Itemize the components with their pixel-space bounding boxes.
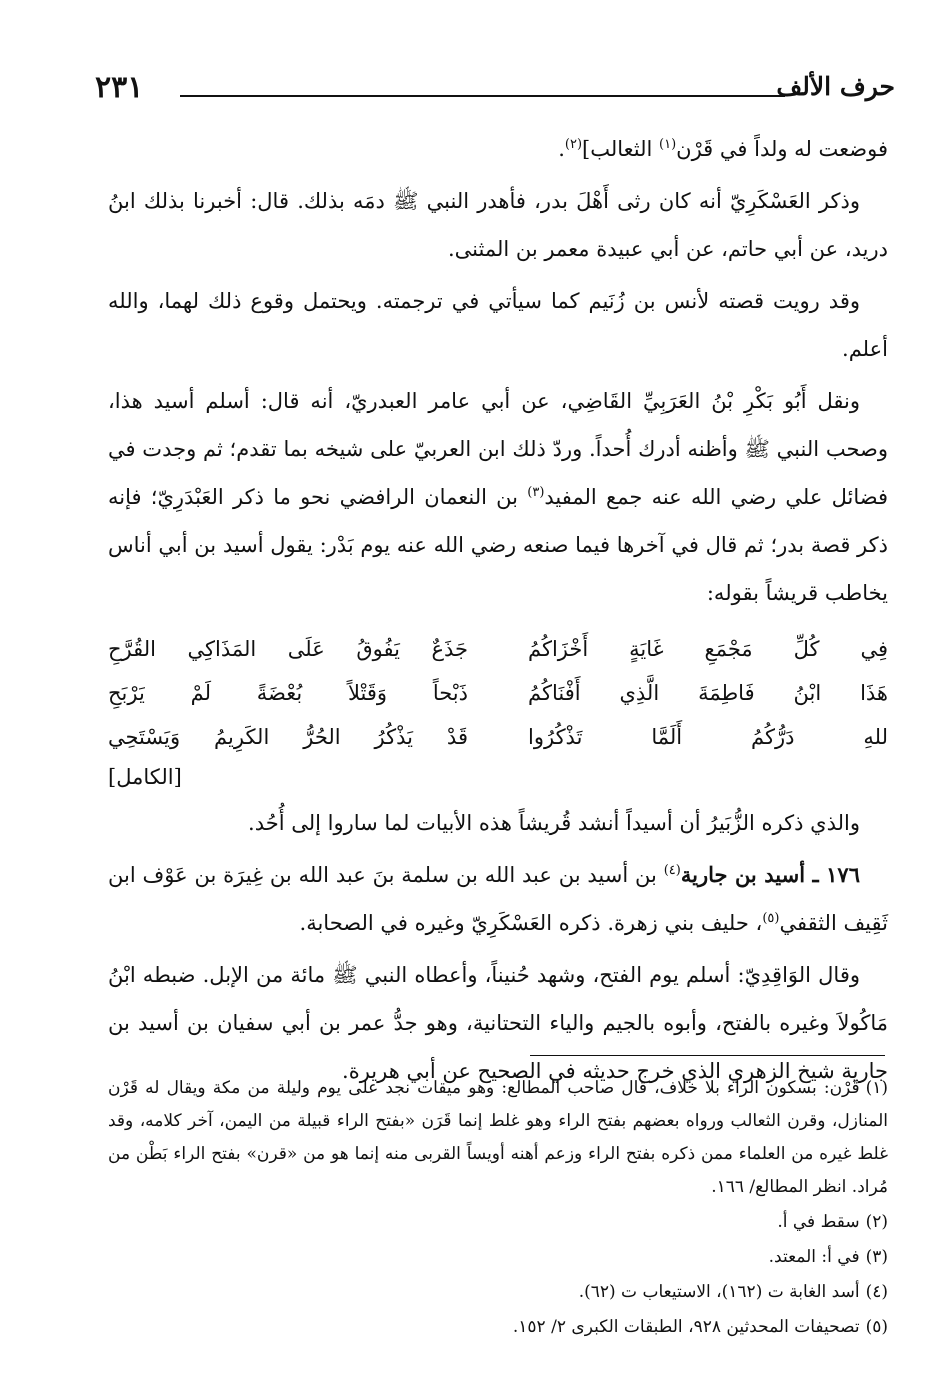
paragraph-last: وقال الوَاقِدِيّ: أسلم يوم الفتح، وشهد حُنيناً، وأعطاه النبي ﷺ مائة من الإبل. ضبطه ابْنُ مَاكُولاَ وغيره بالفتح، وأبوه بالجيم والياء التحتانية، وهو جدُّ عمر بن أبي سفيان بن أسيد بن جارية شيخ الزهري الذي خرج حديثه في الصحيح عن أبي هريرة. xyxy=(108,963,888,1083)
footnote-ref-4: (٤) xyxy=(663,863,681,878)
main-text xyxy=(108,125,888,1095)
poem-verse xyxy=(108,671,888,715)
footnote-number: (٢) xyxy=(865,1212,888,1232)
footnote-2 xyxy=(108,1206,888,1239)
footnote-number: (٣) xyxy=(865,1247,888,1267)
page-number: ٢٣١ xyxy=(95,70,144,105)
footnote-1 xyxy=(108,1072,888,1204)
footnote-3 xyxy=(108,1241,888,1274)
running-header xyxy=(95,70,895,110)
paragraph-2: وذكر العَسْكَرِيّ أنه كان رثى أَهْلَ بدر، فأهدر النبي ﷺ دمَه بذلك. قال: أخبرنا بذلك ابنُ دريد، عن أبي حاتم، عن أبي عبيدة معمر بن المثنى. xyxy=(108,189,888,261)
verse-second-hemistich: ذَبْحاً وَقَتْلاً بُعْضَةً لَمْ يَرْبَحِ xyxy=(108,681,468,705)
header-rule xyxy=(180,95,785,97)
footnote-number: (٤) xyxy=(865,1282,888,1302)
footnote-text: سقط في أ. xyxy=(777,1212,860,1232)
footnotes xyxy=(108,1072,888,1346)
footnote-text: قَرْن: بسكون الراء بلا خلاف، قال صاحب المطالع: وهو ميقات نجد على يوم وليلة من مكة ويقال له قَرْن المنازل، وقرن الثعالب ورواه بعضهم بفتح الراء وهو غلط إنما قَرَن «بفتح الراء قبيلة من اليمن، آخر كلامه، وقد غلط غيره من العلماء ممن ذكره بفتح الراء وزعم أهنه أويساً القربى منه إنما هو من «قرن» بفتح الراء بَطْن من مُراد. انظر المطالع/ ١٦٦. xyxy=(108,1078,888,1197)
poem xyxy=(108,627,888,795)
footnote-text: في أ: المعتد. xyxy=(768,1247,860,1267)
footnote-number: (١) xyxy=(865,1078,888,1098)
poem-verse xyxy=(108,715,888,759)
paragraph-after-poem: والذي ذكره الزُّبَيرُ أن أسيداً أنشد قُريشاً هذه الأبيات لما ساروا إلى أُحُد. xyxy=(248,811,860,835)
paragraph-1: فوضعت له ولداً في قَرْن$^{(١)}$ الثعالب]$^{(٢)}$. xyxy=(558,137,888,161)
entry-176: ١٧٦ ـ أسيد بن جارية$^{(٤)}$ بن أسيد بن عبد الله بن سلمة بنَ عبد الله بن غِيرَة بن عَوْف ابن ثَقِيف الثقفي$^{(٥)}$، حليف بني زهرة. ذكره العَسْكَرِيّ وغيره في الصحابة. xyxy=(108,862,888,935)
footnote-4 xyxy=(108,1276,888,1309)
verse-second-hemistich: جَذَعٌ يَفُوقُ عَلَى المَذَاكِي القُرَّحِ xyxy=(108,637,468,661)
footnote-ref-3: (٣) xyxy=(527,485,545,500)
footnote-text: تصحيفات المحدثين ٩٢٨، الطبقات الكبرى ٢/ ١٥٢. xyxy=(512,1317,860,1337)
footnote-5 xyxy=(108,1311,888,1344)
entry-number: ١٧٦ ـ xyxy=(805,862,860,887)
paragraph-4: ونقل أَبُو بَكْرِ بْنُ العَرَبِيِّ القَاضِي، عن أبي عامر العبدريّ، أنه قال: أسلم أسيد هذا، وصحب النبي ﷺ وأظنه أدرك أُحداً. وردّ ذلك ابن العربيّ على شيخه بما تقدم؛ ثم وجدت في فضائل علي رضي الله عنه جمع المفيد$^{(٣)}$ بن النعمان الرافضي نحو ما ذكر العَبْدَرِيّ؛ فإنه ذكر قصة بدر؛ ثم قال في آخرها فيما صنعه رضي الله عنه يوم بَدْر: يقول أسيد بن أبي أناس يخاطب قريشاً بقوله: xyxy=(108,389,888,605)
verse-first-hemistich: هَذَا ابْنُ فَاطِمَةَ الَّذِي أَفْنَاكُمُ xyxy=(528,681,888,705)
chapter-title: حرف الألف xyxy=(776,72,895,101)
verse-first-hemistich: للهِ دَرُّكُمُ أَلَمَّا تَذْكُرُوا xyxy=(528,725,888,749)
poem-meter: [الكامل] xyxy=(108,765,182,789)
paragraph-3: وقد رويت قصته لأنس بن زُنَيم كما سيأتي في ترجمته. ويحتمل وقوع ذلك لهما، والله أعلم. xyxy=(108,289,888,361)
poem-verse xyxy=(108,627,888,671)
footnote-ref-1: (١) xyxy=(659,137,677,152)
verse-first-hemistich: فِي كُلِّ مَجْمَعِ غَايَةٍ أَخْزَاكُمُ xyxy=(528,637,888,661)
footnote-number: (٥) xyxy=(865,1317,888,1337)
footnote-ref-5: (٥) xyxy=(762,911,780,926)
footnote-text: أسد الغابة ت (١٦٢)، الاستيعاب ت (٦٢). xyxy=(578,1282,860,1302)
verse-second-hemistich: قَدْ يَذْكُرُ الحُرُّ الكَرِيمُ وَيَسْتَحِي xyxy=(108,725,468,749)
entry-name: أسيد بن جارية xyxy=(680,862,806,887)
footnote-ref-2: (٢) xyxy=(564,137,583,152)
footnote-separator xyxy=(530,1055,885,1056)
